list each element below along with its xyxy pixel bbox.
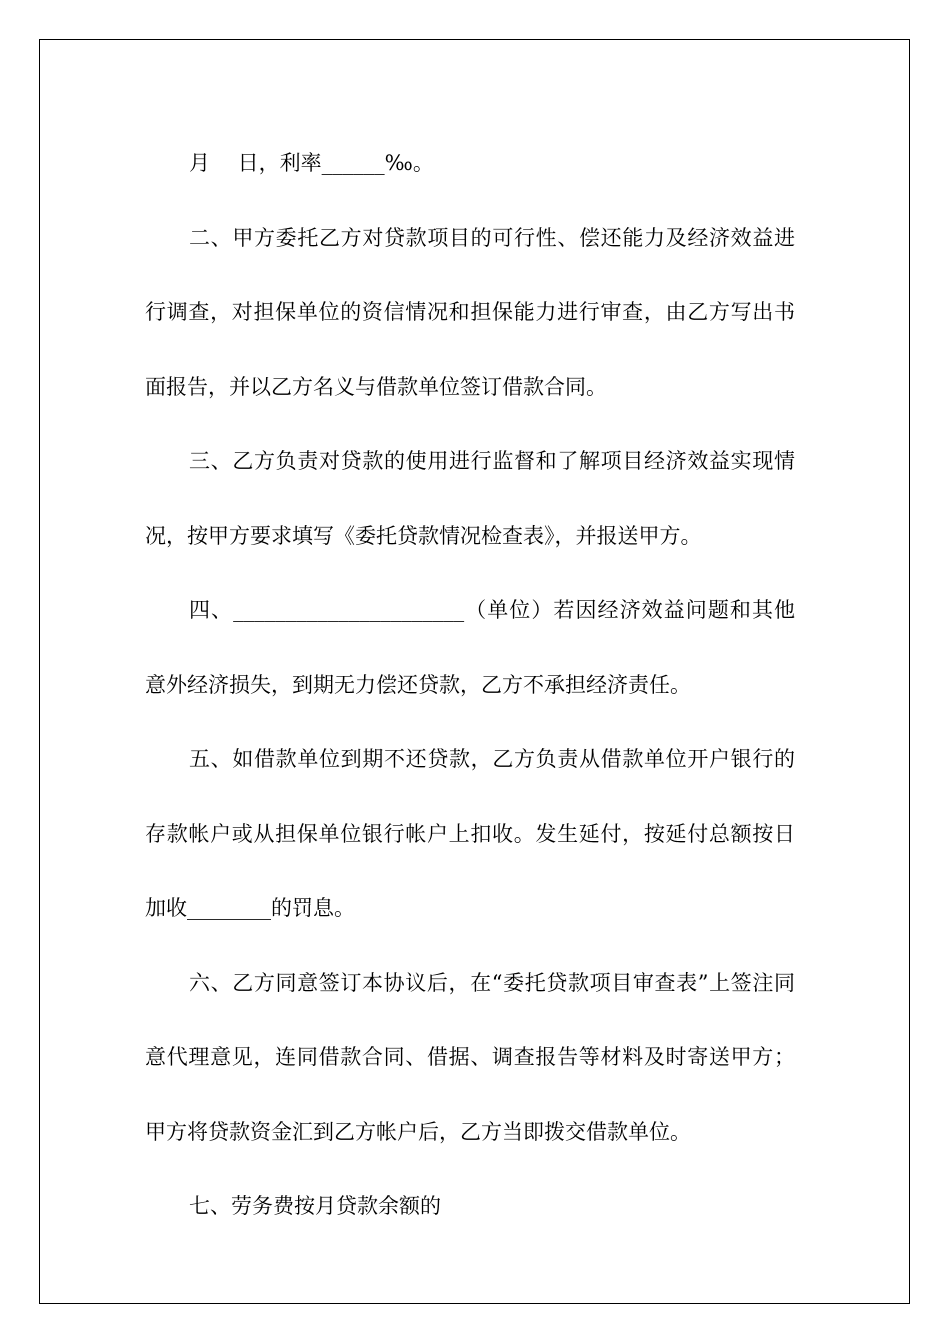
paragraph-interest-rate: 月 日，利率______‰。	[189, 151, 434, 175]
paragraph-clause-3: 三、乙方负责对贷款的使用进行监督和了解项目经济效益实现情况，按甲方要求填写《委托贷款情况检查表》，并报送甲方。	[145, 449, 795, 548]
paragraph-clause-5: 五、如借款单位到期不还贷款，乙方负责从借款单位开户银行的存款帐户或从担保单位银行帐户上扣收。发生延付，按延付总额按日加收________的罚息。	[145, 747, 795, 920]
paragraph-clause-7: 七、劳务费按月贷款余额的	[189, 1194, 441, 1218]
paragraph-clause-2: 二、甲方委托乙方对贷款项目的可行性、偿还能力及经济效益进行调查，对担保单位的资信情况和担保能力进行审查，由乙方写出书面报告，并以乙方名义与借款单位签订借款合同。	[145, 225, 795, 399]
document-body	[145, 126, 795, 1244]
paragraph-clause-6: 六、乙方同意签订本协议后，在“委托贷款项目审查表”上签注同意代理意见，连同借款合同、借据、调查报告等材料及时寄送甲方；甲方将贷款资金汇到乙方帐户后，乙方当即拨交借款单位。	[145, 970, 795, 1144]
paragraph-clause-4: 四、______________________（单位）若因经济效益问题和其他意外经济损失，到期无力偿还贷款，乙方不承担经济责任。	[145, 598, 795, 697]
